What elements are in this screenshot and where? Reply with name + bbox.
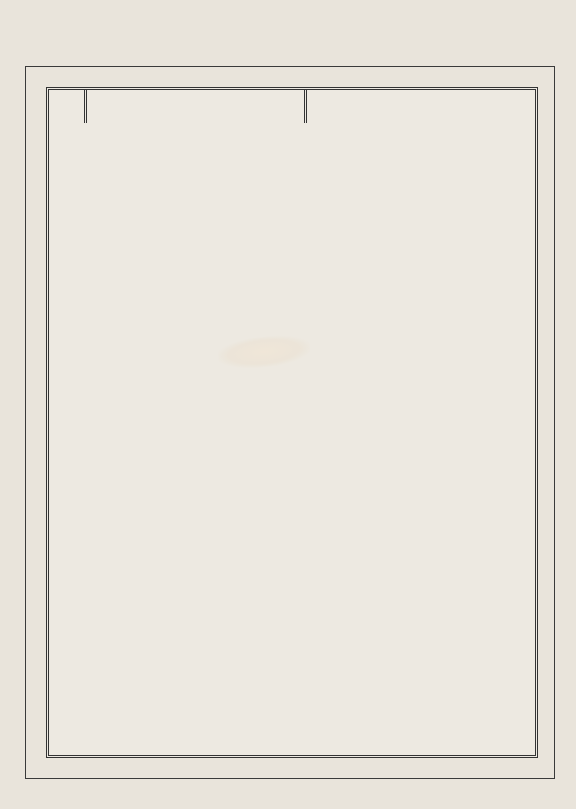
header-location-cell	[307, 90, 535, 123]
parks-table	[46, 87, 538, 758]
header-names-cell	[87, 90, 307, 123]
header-index-cell	[49, 90, 87, 123]
header-row	[49, 90, 535, 123]
